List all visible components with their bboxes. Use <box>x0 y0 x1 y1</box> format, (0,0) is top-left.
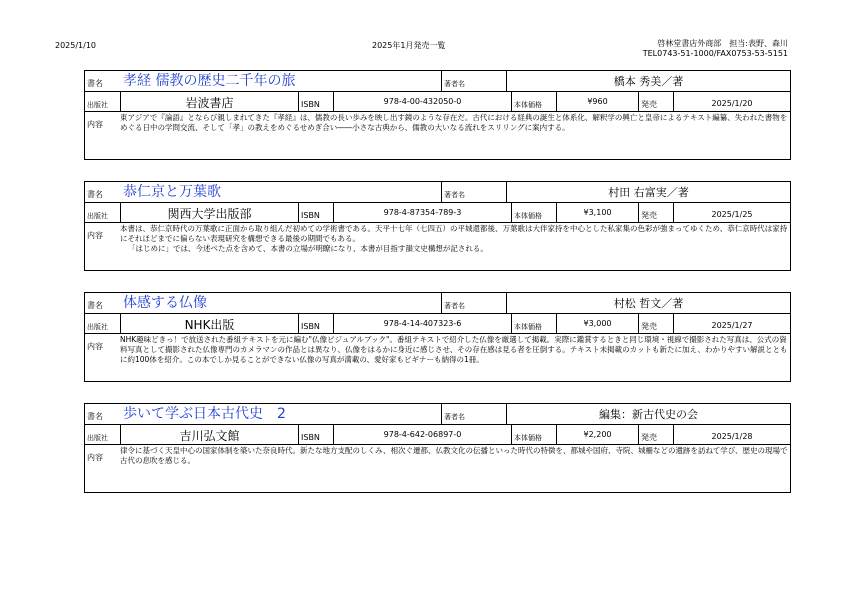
book-release-date: 2025/1/27 <box>711 321 753 330</box>
book-publisher: NHK出版 <box>184 318 235 332</box>
title-label: 書名 <box>87 79 103 88</box>
book-isbn: 978-4-00-432050-0 <box>383 97 462 106</box>
title-row <box>85 293 790 314</box>
content-label: 内容 <box>87 342 103 351</box>
book-publisher: 関西大学出版部 <box>167 207 252 221</box>
book-title: 体感する仏像 <box>123 295 207 311</box>
author-label: 著者名 <box>444 413 465 421</box>
book-author: 村松 哲文／著 <box>613 297 684 310</box>
title-label: 書名 <box>87 190 103 199</box>
author-label: 著者名 <box>444 302 465 310</box>
book-description-note: 「はじめに」では、今述べた点を含めて、本書の立場が明瞭になり、本書が目指す韻文史構想が記される。 <box>128 244 488 253</box>
contact-numbers: TEL0743-51-1000/FAX0753-53-5151 <box>642 49 788 58</box>
isbn-label: ISBN <box>301 322 320 331</box>
book-author: 編集：新古代史の会 <box>599 408 698 421</box>
price-label: 本体価格 <box>514 323 542 331</box>
details-row <box>85 92 790 112</box>
book-isbn: 978-4-14-407323-6 <box>383 319 462 328</box>
book-price: ¥2,200 <box>583 430 612 439</box>
content-label: 内容 <box>87 120 103 129</box>
author-label: 著者名 <box>444 191 465 199</box>
release-label: 発売 <box>641 100 657 109</box>
release-label: 発売 <box>641 433 657 442</box>
publisher-label: 出版社 <box>87 212 108 220</box>
price-label: 本体価格 <box>514 212 542 220</box>
price-label: 本体価格 <box>514 434 542 442</box>
book-author: 橋本 秀美／著 <box>613 75 684 88</box>
book-release-date: 2025/1/25 <box>711 210 753 219</box>
sales-department: 啓林堂書店外商部 担当:表野、森川 <box>657 39 788 48</box>
title-row <box>85 71 790 92</box>
content-row <box>85 445 790 492</box>
isbn-label: ISBN <box>301 211 320 220</box>
book-release-date: 2025/1/28 <box>711 432 753 441</box>
book-publisher: 吉川弘文館 <box>179 429 240 443</box>
book-price: ¥3,100 <box>583 208 612 217</box>
content-label: 内容 <box>87 453 103 462</box>
book-isbn: 978-4-87354-789-3 <box>383 208 462 217</box>
details-row <box>85 314 790 334</box>
author-label: 著者名 <box>444 80 465 88</box>
publisher-label: 出版社 <box>87 323 108 331</box>
book-entry <box>84 292 791 382</box>
content-row <box>85 112 790 159</box>
book-entry <box>84 403 791 493</box>
book-entry <box>84 70 791 160</box>
book-price: ¥3,000 <box>583 319 612 328</box>
title-row <box>85 404 790 425</box>
isbn-label: ISBN <box>301 433 320 442</box>
publisher-contact <box>643 39 788 59</box>
report-date: 2025/1/10 <box>55 41 97 50</box>
book-price: ¥960 <box>587 97 608 106</box>
book-title: 孝経 儒教の歴史二千年の旅 <box>123 73 296 89</box>
title-label: 書名 <box>87 412 103 421</box>
title-label: 書名 <box>87 301 103 310</box>
content-row <box>85 334 790 381</box>
book-title: 歩いて学ぶ日本古代史 2 <box>123 406 286 422</box>
book-description: 律令に基づく天皇中心の国家体制を築いた奈良時代。新たな地方支配のしくみ、相次ぐ遷都、仏教文化の伝播といった時代の特徴を、都城や国府、寺院、城柵などの遺跡を訪ねて学び、歴史の現場で古代の息吹を感じる。 <box>120 446 788 465</box>
details-row <box>85 425 790 445</box>
publisher-label: 出版社 <box>87 101 108 109</box>
book-publisher: 岩波書店 <box>185 96 234 110</box>
book-description: 本書は、恭仁京時代の万葉歌に正面から取り組んだ初めての学術書である。天平十七年（七四五）の平城還都後、万葉歌は大伴家持を中心とした私家集の色彩が強まってゆくため、恭仁京時代は家持にそれほどまでに偏らない表現研究を構想できる最後の期間でもある。 <box>120 224 788 243</box>
book-release-date: 2025/1/20 <box>711 99 753 108</box>
report-title: 2025年1月発売一覧 <box>372 41 446 50</box>
publisher-label: 出版社 <box>87 434 108 442</box>
release-label: 発売 <box>641 322 657 331</box>
title-row <box>85 182 790 203</box>
book-entry <box>84 181 791 271</box>
book-author: 村田 右富実／著 <box>608 186 689 199</box>
content-row <box>85 223 790 270</box>
isbn-label: ISBN <box>301 100 320 109</box>
price-label: 本体価格 <box>514 101 542 109</box>
release-label: 発売 <box>641 211 657 220</box>
book-description: NHK趣味どきっ！で放送された番組テキストを元に編む"仏像ビジュアルブック"。番組テキストで紹介した仏像を厳選して掲載。実際に鑑賞するときと同じ環境・視線で撮影された写真は、公式の資料写真として撮影された仏像専門のカメラマンの作品とは異なり、仏像をはるかに身近に感じさせ、その存在感は見る者を圧倒する。テキスト未掲載のカットも新たに加え、わかりやすい解説とともに約100体を紹介。この本でしか見ることができない仏像の写真が満載の、愛好家もビギナーも納得の1冊。 <box>120 335 788 364</box>
book-title: 恭仁京と万葉歌 <box>123 184 221 200</box>
book-description: 東アジアで『論語』とならび親しまれてきた『孝経』は、儒教の長い歩みを映し出す鏡のような存在だ。古代における経典の誕生と体系化、解釈学の興亡と皇帝によるテキスト編纂、失われた書物をめぐる日中の学問交流、そして「孝」の教えをめぐるせめぎ合い――小さな古典から、儒教の大いなる流れをスリリングに案内する。 <box>120 113 788 132</box>
book-isbn: 978-4-642-06897-0 <box>383 430 462 439</box>
details-row <box>85 203 790 223</box>
content-label: 内容 <box>87 231 103 240</box>
